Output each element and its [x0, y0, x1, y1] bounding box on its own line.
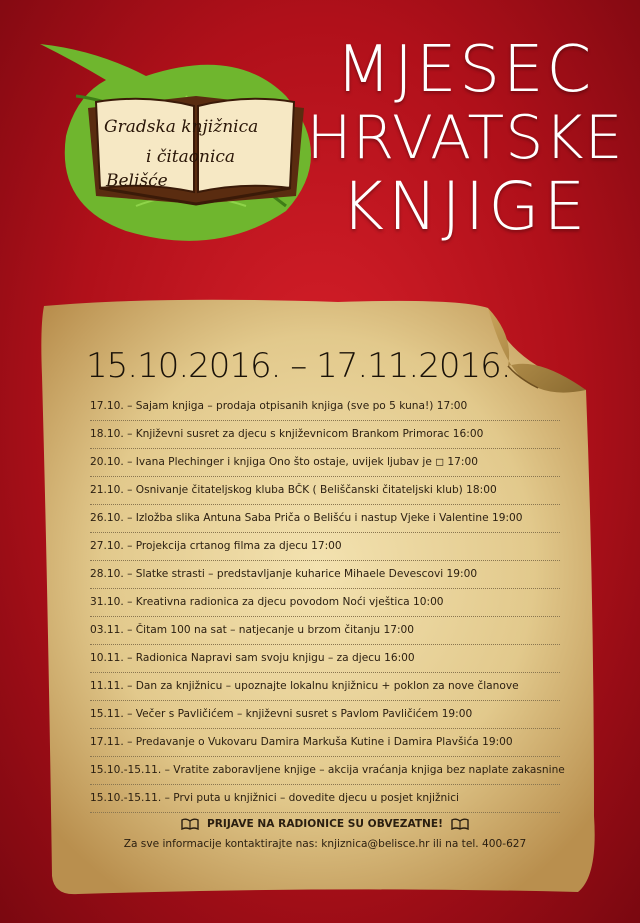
event-list: [90, 393, 565, 813]
list-item: 15.10.-15.11. – Vratite zaboravljene knjige – akcija vraćanja knjiga bez naplate zakasnine: [90, 757, 560, 785]
title-line2: HRVATSKE: [306, 103, 624, 173]
logo-line2: i čitaonica: [146, 147, 236, 167]
logo-line3: Belišće: [106, 171, 168, 191]
registration-notice: [90, 818, 560, 830]
list-item: 31.10. – Kreativna radionica za djecu povodom Noći vještica 10:00: [90, 589, 560, 617]
list-item: 10.11. – Radionica Napravi sam svoju knjigu – za djecu 16:00: [90, 645, 560, 673]
list-item: 15.10.-15.11. – Prvi puta u knjižnici – dovedite djecu u posjet knjižnici: [90, 785, 560, 813]
list-item: 17.10. – Sajam knjiga – prodaja otpisanih knjiga (sve po 5 kuna!) 17:00: [90, 393, 560, 421]
list-item: 11.11. – Dan za knjižnicu – upoznajte lokalnu knjižnicu + poklon za nove članove: [90, 673, 560, 701]
list-item: 21.10. – Osnivanje čitateljskog kluba BČK ( Beliščanski čitateljski klub) 18:00: [90, 477, 560, 505]
title-line3: KNJIGE: [340, 168, 590, 245]
open-book-icon: [181, 818, 199, 830]
logo-line1: Gradska knjižnica: [104, 117, 259, 137]
title-line1: MJESEC: [335, 33, 595, 107]
list-item: 27.10. – Projekcija crtanog filma za djecu 17:00: [90, 533, 560, 561]
list-item: 18.10. – Književni susret za djecu s književnicom Brankom Primorac 16:00: [90, 421, 560, 449]
footer: [90, 818, 560, 850]
list-item: 17.11. – Predavanje o Vukovaru Damira Markuša Kutine i Damira Plavšića 19:00: [90, 729, 560, 757]
contact-info: Za sve informacije kontaktirajte nas: knjiznica@belisce.hr ili na tel. 400-627: [123, 838, 527, 850]
notice-text: PRIJAVE NA RADIONICE SU OBVEZATNE!: [207, 818, 443, 830]
list-item: 26.10. – Izložba slika Antuna Saba Priča o Belišću i nastup Vjeke i Valentine 19:00: [90, 505, 560, 533]
event-dates: 15.10.2016. – 17.11.2016.: [86, 346, 511, 386]
page-title: [300, 33, 630, 245]
list-item: 20.10. – Ivana Plechinger i knjiga Ono što ostaje, uvijek ljubav je ◻ 17:00: [90, 449, 560, 477]
list-item: 03.11. – Čitam 100 na sat – natjecanje u brzom čitanju 17:00: [90, 617, 560, 645]
open-book-icon: [451, 818, 469, 830]
list-item: 28.10. – Slatke strasti – predstavljanje kuharice Mihaele Devescovi 19:00: [90, 561, 560, 589]
library-logo: [36, 36, 336, 246]
list-item: 15.11. – Večer s Pavličićem – književni susret s Pavlom Pavličićem 19:00: [90, 701, 560, 729]
